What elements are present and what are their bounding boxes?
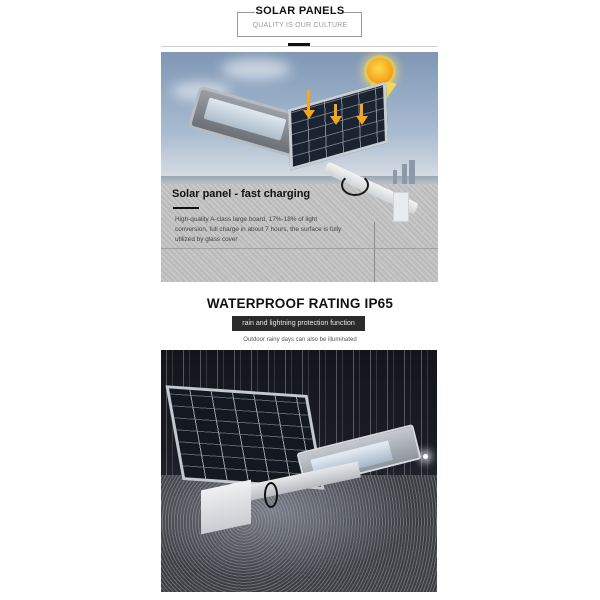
light-glow [423,454,428,459]
solar-panel-charging-image [161,52,438,282]
building [409,160,415,184]
header-divider [161,46,438,47]
ray-arrow-icon [356,116,368,125]
header-title: SOLAR PANELS [255,5,345,17]
section-subtitle: Outdoor rainy days can also be illuminated [243,337,357,343]
header-subtitle: QUALITY IS OUR CULTURE [252,22,348,29]
cloud [221,58,291,80]
ray-arrow-shaft [307,90,310,112]
sun-icon [367,58,393,84]
feature-badge: rain and lightning protection function [232,316,365,331]
pavement-joint [161,248,438,249]
feature-title-underline [173,207,199,209]
section-title: WATERPROOF RATING IP65 [206,296,394,311]
ray-arrow-icon [330,116,342,125]
mounting-bracket [393,192,409,222]
building [402,164,407,184]
feature-title: Solar panel - fast charging [172,188,311,200]
header-accent-bar [288,43,310,46]
power-cable [264,482,278,508]
building [393,170,397,184]
pavement-joint [374,222,375,282]
power-cable [341,174,369,196]
feature-description: High-quality A-class large board, 17%-18% of light conversion, full charge in about 7 hours, the surface is fully utilized by glass cover [175,216,342,243]
ray-arrow-icon [303,110,315,119]
waterproof-rain-image [161,350,437,592]
solar-panel [288,81,388,170]
